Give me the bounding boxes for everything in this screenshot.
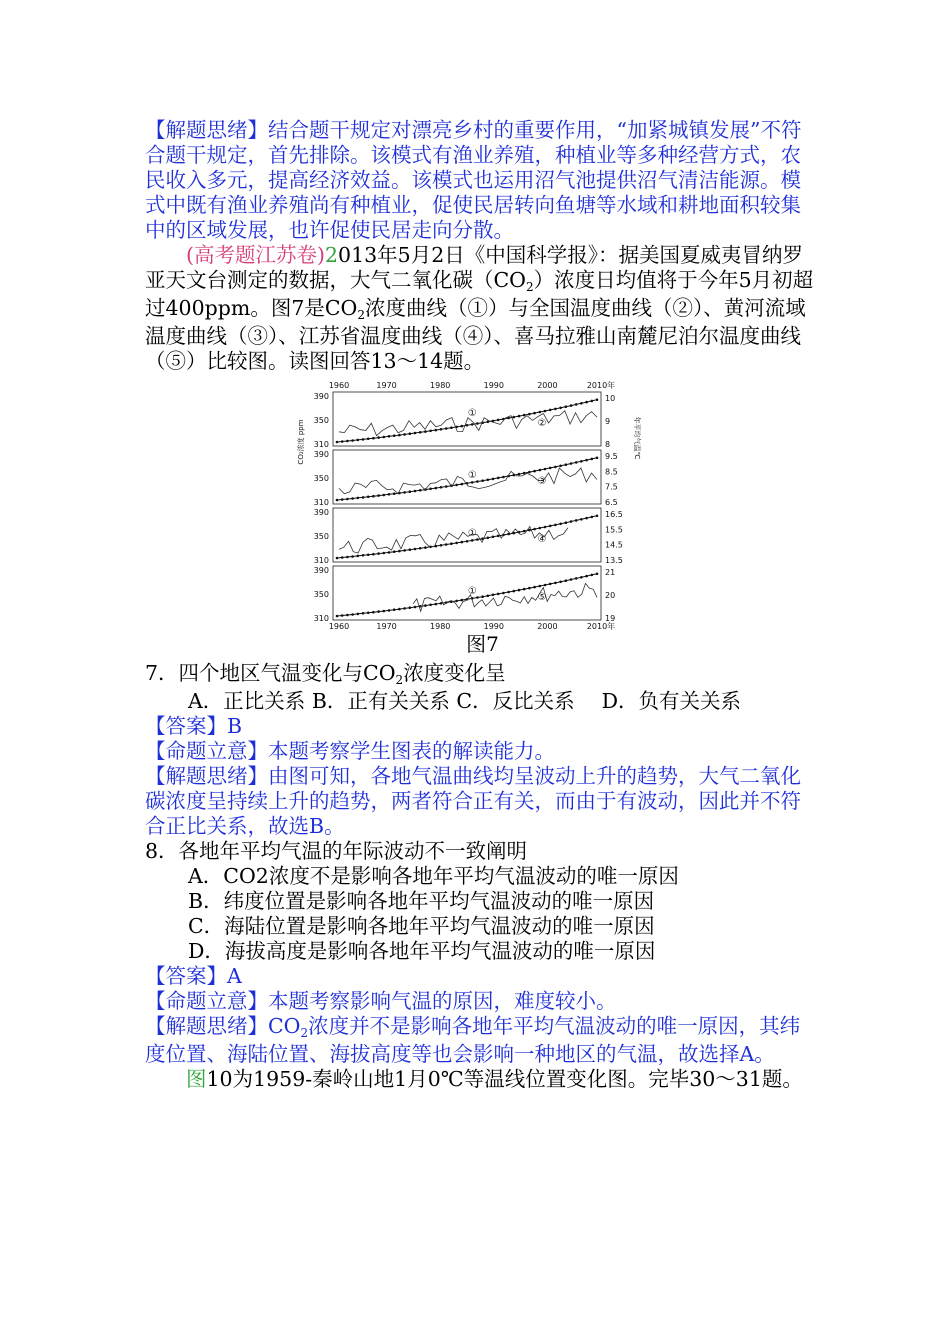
q7-intent bbox=[145, 739, 820, 764]
temperature-curve bbox=[339, 526, 568, 553]
left-tick-label: 310 bbox=[313, 556, 329, 565]
right-tick-label: 19 bbox=[605, 614, 616, 623]
temperature-marker: ④ bbox=[537, 534, 547, 545]
left-tick-label: 390 bbox=[313, 566, 329, 575]
question-8-stem: 8．各地年平均气温的年际波动不一致阐明 bbox=[145, 839, 528, 863]
q7-stem-b: 浓度变化呈 bbox=[403, 661, 506, 685]
co2-marker: ① bbox=[467, 470, 477, 481]
co2-subscript: 2 bbox=[357, 308, 365, 322]
bottom-tick-label: 1970 bbox=[376, 622, 397, 631]
figure-ref: 图 bbox=[186, 1067, 207, 1091]
right-tick-label: 14.5 bbox=[605, 540, 623, 550]
co2-marker: ① bbox=[467, 408, 477, 419]
bottom-tick-label: 1990 bbox=[483, 622, 504, 631]
q8-solution bbox=[145, 1014, 820, 1067]
right-tick-label: 21 bbox=[605, 568, 616, 577]
source-label: (高考题江苏卷) bbox=[186, 243, 325, 267]
right-tick-label: 20 bbox=[605, 591, 616, 600]
top-tick-label: 2000 bbox=[537, 381, 558, 390]
solution-text: 结合题干规定对漂亮乡村的重要作用，“加紧城镇发展”不符合题干规定，首先排除。该模式有渔业养殖，种植业等多种经营方式，农民收入多元，提高经济效益。该模式也运用沼气池提供沼气清洁能源。模式中既有渔业养殖尚有种植业，促使民居转向鱼塘等水域和耕地面积较集中的区域发展，也许促使民居走向分散。 bbox=[145, 118, 802, 242]
right-axis-label: 年平均气温℃ bbox=[633, 416, 641, 460]
bottom-tick-label: 2000 bbox=[537, 622, 558, 631]
next-intro-text: 10为1959-秦岭山地1月0℃等温线位置变化图。完毕30～31题。 bbox=[206, 1067, 803, 1091]
intro-text-a: 013年5月2日《中国科学报》：据美国夏威夷冒纳罗亚天文台测定的数据，大气二氧化碳（CO bbox=[145, 243, 804, 292]
right-tick-label: 6.5 bbox=[605, 498, 618, 507]
left-tick-label: 350 bbox=[313, 416, 329, 425]
figure-7 bbox=[295, 380, 645, 632]
temperature-curve bbox=[413, 583, 597, 611]
temperature-marker: ② bbox=[537, 418, 547, 429]
top-tick-label: 1970 bbox=[376, 381, 397, 390]
bottom-tick-label: 1980 bbox=[430, 622, 451, 631]
q7-solution bbox=[145, 764, 820, 839]
right-tick-label: 7.5 bbox=[605, 482, 618, 492]
right-tick-label: 9.5 bbox=[605, 452, 618, 461]
right-tick-label: 8 bbox=[605, 440, 611, 449]
left-tick-label: 310 bbox=[313, 614, 329, 623]
right-tick-label: 9 bbox=[605, 417, 611, 426]
temperature-marker: ⑤ bbox=[537, 592, 547, 603]
right-tick-label: 10 bbox=[605, 394, 616, 403]
q7-stem-a: 7．四个地区气温变化与CO bbox=[145, 661, 396, 685]
right-tick-label: 16.5 bbox=[605, 510, 623, 519]
solution-label: 【解题思绪】 bbox=[145, 1014, 268, 1038]
answer-label: 【答案】 bbox=[145, 714, 227, 738]
top-tick-label: 1960 bbox=[328, 381, 350, 390]
label-solution: 【解题思绪】 bbox=[145, 118, 268, 142]
q8-option-c: C．海陆位置是影响各地年平均气温波动的唯一原因 bbox=[188, 914, 655, 938]
q7-answer bbox=[145, 714, 820, 739]
co2-subscript: 2 bbox=[300, 1026, 309, 1040]
co2-marker: ① bbox=[467, 586, 477, 597]
co2-subscript: 2 bbox=[395, 673, 404, 687]
q8-intent bbox=[145, 989, 820, 1014]
answer-value: A bbox=[227, 964, 242, 988]
document-body bbox=[145, 118, 820, 1092]
solution-text: 由图可知，各地气温曲线均呈波动上升的趋势，大气二氧化碳浓度呈持续上升的趋势，两者符合正有关，而由于有波动，因此并不符合正比关系，故选B。 bbox=[145, 764, 801, 838]
question-7-options: A．正比关系 B．正有关关系 C．反比关系 D．负有关关系 bbox=[188, 689, 742, 713]
left-tick-label: 390 bbox=[313, 392, 329, 401]
left-tick-label: 390 bbox=[313, 508, 329, 517]
q8-option-b: B．纬度位置是影响各地年平均气温波动的唯一原因 bbox=[188, 889, 655, 913]
right-tick-label: 15.5 bbox=[605, 525, 623, 535]
solution-paragraph-1 bbox=[145, 118, 820, 243]
right-tick-label: 13.5 bbox=[605, 556, 623, 565]
top-tick-label: 1980 bbox=[430, 381, 451, 390]
q8-answer bbox=[145, 964, 820, 989]
next-question-intro bbox=[145, 1067, 820, 1092]
intent-text: 本题考察学生图表的解读能力。 bbox=[268, 739, 555, 763]
intent-label: 【命题立意】 bbox=[145, 739, 268, 763]
co2-subscript: 2 bbox=[526, 280, 534, 294]
bottom-tick-label: 2010年 bbox=[586, 622, 616, 631]
figure-caption: 图7 bbox=[466, 632, 499, 656]
left-tick-label: 390 bbox=[313, 450, 329, 459]
question-7-stem bbox=[145, 661, 820, 689]
solution-label: 【解题思绪】 bbox=[145, 764, 268, 788]
left-tick-label: 310 bbox=[313, 498, 329, 507]
top-tick-label: 1990 bbox=[483, 381, 504, 390]
q8-option-d: D．海拔高度是影响各地年平均气温波动的唯一原因 bbox=[188, 939, 656, 963]
co2-marker: ① bbox=[467, 528, 477, 539]
intent-label: 【命题立意】 bbox=[145, 989, 268, 1013]
bottom-tick-label: 1960 bbox=[328, 622, 350, 631]
left-tick-label: 350 bbox=[313, 532, 329, 541]
intent-text: 本题考察影响气温的原因，难度较小。 bbox=[268, 989, 617, 1013]
intro-text-c: 浓度曲线（①）与全国温度曲线（②）、黄河流域温度曲线（③）、江苏省温度曲线（④）、喜马拉雅山南麓尼泊尔温度曲线（⑤）比较图。读图回答13～14题。 bbox=[145, 296, 806, 373]
left-tick-label: 350 bbox=[313, 474, 329, 483]
source-digit: 2 bbox=[325, 243, 339, 267]
left-tick-label: 310 bbox=[313, 440, 329, 449]
solution-text-b: 浓度并不是影响各地年平均气温波动的唯一原因，其纬度位置、海陆位置、海拔高度等也会影响一种地区的气温，故选择A。 bbox=[145, 1014, 801, 1066]
q8-option-a: A．CO2浓度不是影响各地年平均气温波动的唯一原因 bbox=[188, 864, 679, 888]
intro-text-b: ）浓度日均值将于今年5月初超过400ppm。图7是CO bbox=[145, 268, 814, 320]
temperature-marker: ③ bbox=[537, 476, 547, 487]
co2-temperature-chart bbox=[295, 380, 645, 632]
left-tick-label: 350 bbox=[313, 590, 329, 599]
question-intro bbox=[145, 243, 820, 374]
solution-text-a: CO bbox=[268, 1014, 301, 1038]
answer-label: 【答案】 bbox=[145, 964, 227, 988]
left-axis-label: CO₂浓度 ppm bbox=[297, 419, 305, 465]
top-tick-label: 2010年 bbox=[586, 381, 616, 390]
answer-value: B bbox=[227, 714, 243, 738]
right-tick-label: 8.5 bbox=[605, 467, 618, 477]
